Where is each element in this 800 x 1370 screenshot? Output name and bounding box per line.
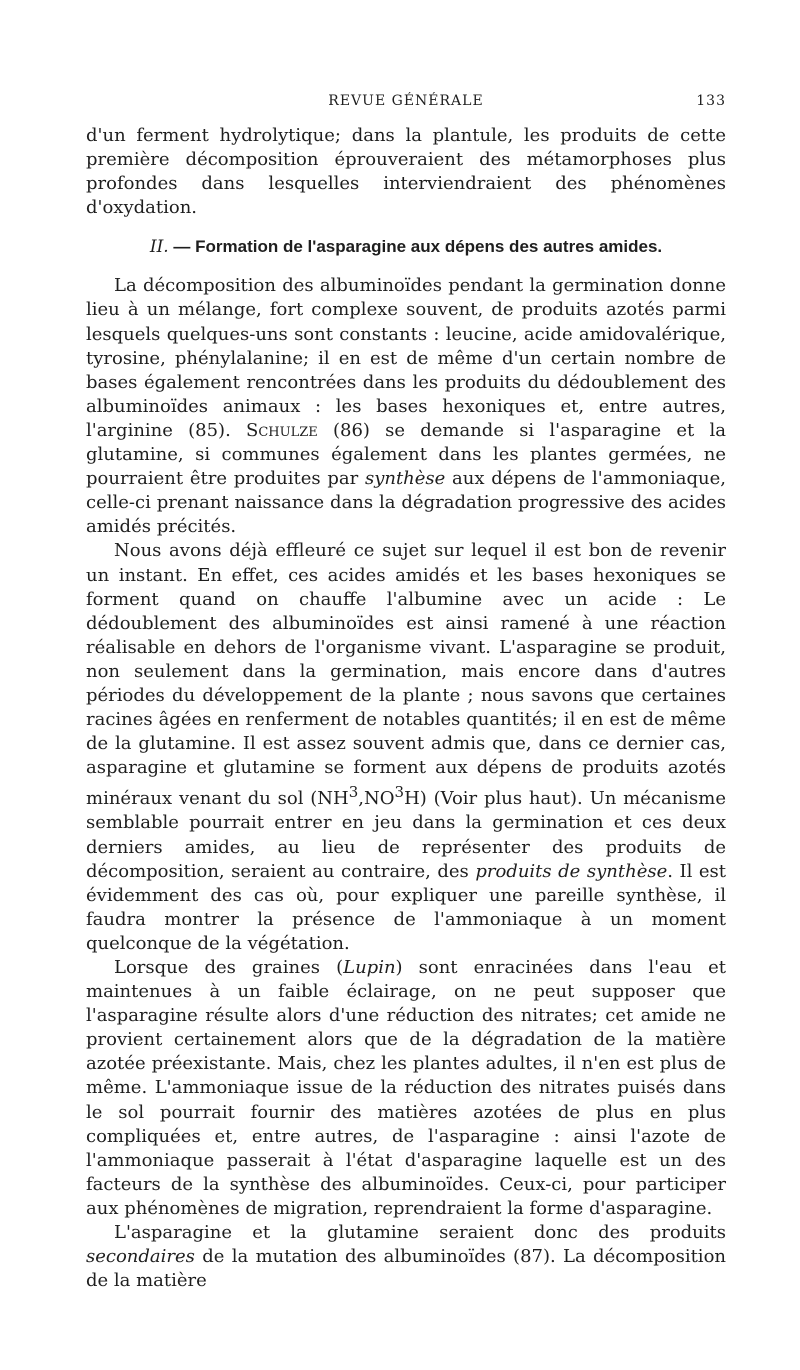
heading-dash: — — [168, 237, 196, 257]
paragraph — [86, 274, 726, 539]
page-number: 133 — [696, 93, 726, 109]
text-run: Lorsque des graines ( — [114, 957, 344, 978]
paragraph — [86, 956, 726, 1221]
paragraph — [86, 1221, 726, 1293]
text-run: La décomposition des albuminoïdes pendant la germination donne lieu à un mélange, fort complexe souvent, de produits azotés parmi lesquels quelques-uns sont constants : leucine, acide amidovalérique, tyrosine, phénylalanine; il en est de même d'un certain nombre de bases également rencontrées dans les produits du dédoublement des albuminoïdes animaux : les bases hexoniques et, entre autres, l'arginine (85). — [86, 275, 726, 441]
text-run: de la mutation des albuminoïdes (87). La décomposition de la matière — [86, 1246, 726, 1292]
section-number: II. — [149, 237, 169, 258]
author-name: Schulze — [246, 419, 318, 441]
emphasis: synthèse — [364, 468, 446, 490]
text-run: . Il est évidemment des cas où, pour expliquer une pareille synthèse, il faudra montrer la présence de l'ammoniaque à un moment quelconque de la végétation. — [86, 860, 727, 954]
paragraph — [86, 539, 726, 956]
section-title: Formation de l'asparagine aux dépens des autres amides. — [195, 237, 663, 257]
emphasis: secondaires — [86, 1246, 195, 1268]
text-run: aux dépens de l'ammoniaque, celle-ci prenant naissance dans la dégradation progressive des acides amidés précités. — [86, 468, 726, 538]
emphasis: Lupin — [343, 957, 396, 978]
running-header — [86, 93, 726, 117]
section-heading — [86, 235, 726, 259]
emphasis: produits de synthèse — [475, 860, 668, 882]
superscript: 3 — [348, 783, 359, 802]
text-run: ,NO — [358, 788, 395, 810]
body-text — [86, 124, 726, 1293]
superscript: 3 — [394, 783, 405, 802]
text-run: Nous avons déjà effleuré ce sujet sur lequel il est bon de revenir un instant. En effet, ces acides amidés et les bases hexoniques se forment quand on chauffe l'albumine avec un acide : Le dédoublement des albuminoïdes est ainsi ramené à une réaction réalisable en dehors de l'organisme vivant. L'asparagine se produit, non seulement dans la germination, mais encore dans d'autres périodes du développement de la plante ; nous savons que certaines racines âgées en renferment de notables quantités; il en est de même de la glutamine. Il est assez souvent admis que, dans ce dernier cas, asparagine et glutamine se forment aux dépens de produits azotés minéraux venant du sol (NH — [86, 540, 726, 810]
text-run: ) sont enracinées dans l'eau et maintenues à un faible éclairage, on ne peut supposer que l'asparagine résulte alors d'une réduction des nitrates; cet amide ne provient certainement alors que de la dégradation de la matière azotée préexistante. Mais, chez les plantes adultes, il n'en est plus de même. L'ammoniaque issue de la réduction des nitrates puisés dans le sol pourrait fournir des matières azotées de plus en plus compliquées et, entre autres, de l'asparagine : ainsi l'azote de l'ammoniaque passerait à l'état d'asparagine laquelle est un des facteurs de la synthèse des albuminoïdes. Ceux-ci, pour participer aux phénomènes de migration, reprendraient la forme d'asparagine. — [86, 957, 726, 1219]
paragraph: d'un ferment hydrolytique; dans la plantule, les produits de cette première décomposition éprouveraient des métamorphoses plus profondes dans lesquelles interviendraient des phénomènes d'oxydation. — [86, 125, 726, 219]
text-run: L'asparagine et la glutamine seraient donc des produits — [114, 1222, 726, 1244]
running-title: REVUE GÉNÉRALE — [328, 93, 484, 109]
text-run: H) (Voir plus haut). Un mécanisme semblable pourrait entrer en jeu dans la germination et ces deux derniers amides, au lieu de représenter des produits de décomposition, seraient au contraire, des — [86, 788, 726, 882]
text-run: (86) se demande si l'asparagine et la glutamine, si communes également dans les plantes germées, ne pourraient être produites par — [86, 419, 726, 490]
